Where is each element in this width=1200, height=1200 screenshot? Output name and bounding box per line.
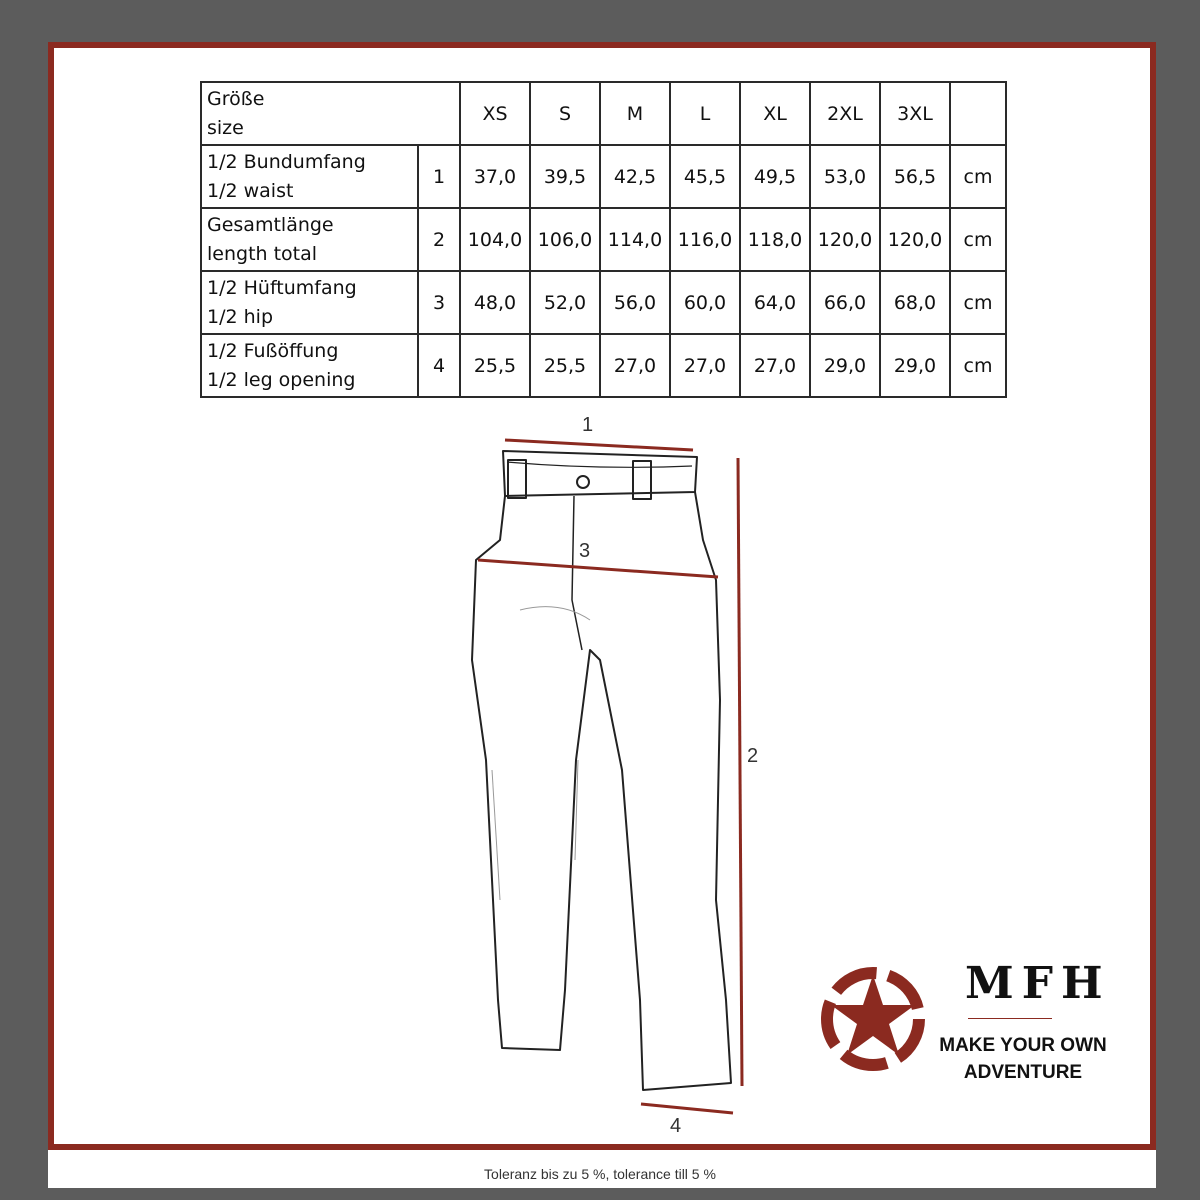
logo-divider	[968, 1018, 1052, 1019]
table-cell: 120,0	[810, 208, 880, 271]
row-index: 1	[418, 145, 460, 208]
brand-logo-text: MFH	[965, 958, 1111, 1009]
table-cell: 27,0	[600, 334, 670, 397]
row-index: 2	[418, 208, 460, 271]
size-label-en: size	[207, 116, 244, 139]
table-cell: 45,5	[670, 145, 740, 208]
table-cell: 60,0	[670, 271, 740, 334]
size-col-l: L	[670, 82, 740, 145]
waist-button-icon	[577, 476, 589, 488]
row-unit: cm	[950, 271, 1006, 334]
table-cell: 29,0	[880, 334, 950, 397]
belt-loop-left	[508, 460, 526, 498]
table-cell: 118,0	[740, 208, 810, 271]
row-index: 3	[418, 271, 460, 334]
leg-opening-measure-line	[641, 1104, 733, 1113]
table-cell: 49,5	[740, 145, 810, 208]
table-cell: 39,5	[530, 145, 600, 208]
row-label-de: 1/2 Hüftumfang	[207, 276, 357, 299]
table-cell: 120,0	[880, 208, 950, 271]
table-cell: 56,0	[600, 271, 670, 334]
size-col-xs: XS	[460, 82, 530, 145]
row-label-de: 1/2 Fußöffung	[207, 339, 339, 362]
hip-measure-line	[478, 560, 718, 577]
brand-slogan	[932, 1032, 1114, 1086]
label-leg-opening: 4	[670, 1115, 682, 1137]
table-cell: 116,0	[670, 208, 740, 271]
size-col-m: M	[600, 82, 670, 145]
table-cell: 29,0	[810, 334, 880, 397]
table-cell: 25,5	[460, 334, 530, 397]
table-cell: 53,0	[810, 145, 880, 208]
table-cell: 66,0	[810, 271, 880, 334]
size-col-xl: XL	[740, 82, 810, 145]
mfh-star-logo	[827, 973, 919, 1065]
label-length: 2	[747, 745, 759, 767]
row-label-en: 1/2 leg opening	[207, 368, 356, 391]
pants-body	[472, 492, 731, 1090]
row-index: 4	[418, 334, 460, 397]
row-label-en: 1/2 waist	[207, 179, 294, 202]
table-cell: 37,0	[460, 145, 530, 208]
size-label-de: Größe	[207, 87, 265, 110]
size-col-3xl: 3XL	[880, 82, 950, 145]
slogan-line-1: MAKE YOUR OWN	[939, 1035, 1107, 1056]
row-label-de: Gesamtlänge	[207, 213, 334, 236]
table-cell: 114,0	[600, 208, 670, 271]
table-cell: 52,0	[530, 271, 600, 334]
table-cell: 56,5	[880, 145, 950, 208]
table-cell: 27,0	[670, 334, 740, 397]
table-cell: 25,5	[530, 334, 600, 397]
table-cell: 68,0	[880, 271, 950, 334]
length-measure-line	[738, 458, 742, 1086]
waist-measure-line	[505, 440, 693, 450]
pants-outline	[472, 451, 731, 1090]
row-label-en: 1/2 hip	[207, 305, 273, 328]
waistband	[503, 451, 697, 496]
table-cell: 104,0	[460, 208, 530, 271]
label-waist: 1	[582, 414, 594, 436]
size-col-s: S	[530, 82, 600, 145]
table-cell: 27,0	[740, 334, 810, 397]
table-cell: 48,0	[460, 271, 530, 334]
row-unit: cm	[950, 145, 1006, 208]
table-cell: 42,5	[600, 145, 670, 208]
row-label-en: length total	[207, 242, 318, 265]
size-col-2xl: 2XL	[810, 82, 880, 145]
row-unit: cm	[950, 208, 1006, 271]
label-hip: 3	[579, 540, 591, 562]
slogan-line-2: ADVENTURE	[963, 1062, 1083, 1083]
row-unit: cm	[950, 334, 1006, 397]
row-label-de: 1/2 Bundumfang	[207, 150, 366, 173]
table-cell: 106,0	[530, 208, 600, 271]
tolerance-note: Toleranz bis zu 5 %, tolerance till 5 %	[484, 1166, 716, 1182]
table-cell: 64,0	[740, 271, 810, 334]
